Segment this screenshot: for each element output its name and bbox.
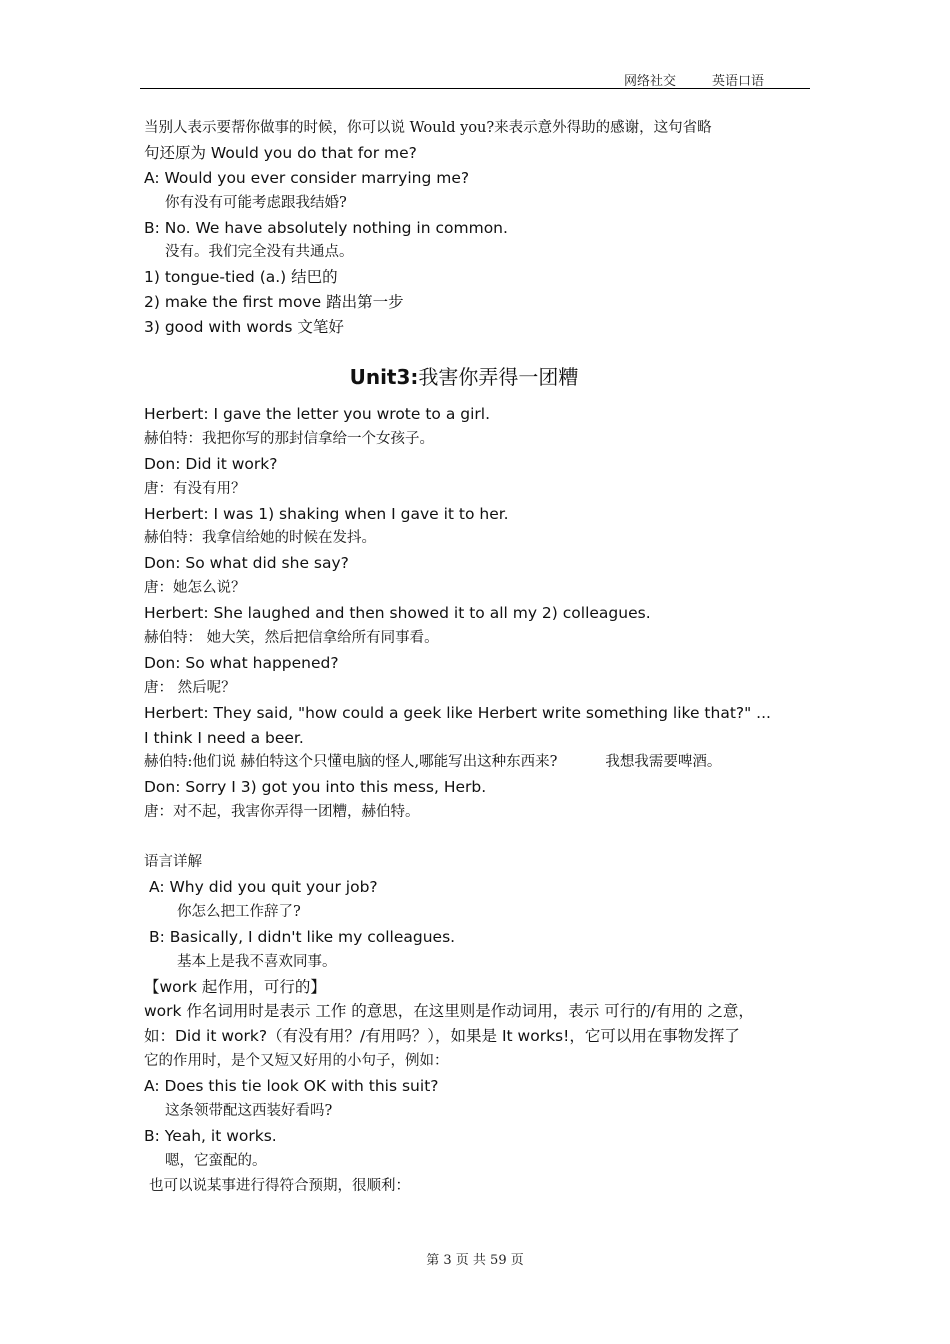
example-translation: 这条领带配这西装好看吗? <box>165 1102 333 1119</box>
vocab-item: 2) make the first move 踏出第一步 <box>144 293 404 312</box>
example-line: B: Basically, I didn't like my colleagues. <box>149 927 456 946</box>
dialogue-translation: 唐：对不起，我害你弄得一团糟，赫伯特。 <box>144 804 420 821</box>
header-left: 网络社交 <box>624 74 677 89</box>
intro-line: 你有没有可能考虑跟我结婚? <box>165 194 347 211</box>
dialogue-translation: 唐：有没有用？ <box>144 480 246 497</box>
example-line: A: Does this tie look OK with this suit? <box>144 1077 439 1096</box>
dialogue-line: Don: Did it work? <box>144 454 278 473</box>
header-right: 英语口语 <box>712 74 765 89</box>
example-translation: 基本上是我不喜欢同事。 <box>177 953 337 970</box>
explain-line: 如：Did it work?（有没有用？/有用吗？），如果是 It works!，它可以用在事物发挥了 <box>144 1027 740 1046</box>
dialogue-translation: 唐：她怎么说？ <box>144 580 246 597</box>
explain-line: 它的作用时，是个又短又好用的小句子，例如： <box>144 1053 449 1070</box>
unit-heading <box>104 352 824 402</box>
header-rule <box>140 88 810 89</box>
section-heading: 语言详解 <box>144 854 202 871</box>
dialogue-translation: 唐： 然后呢？ <box>144 679 236 696</box>
dialogue-line: Don: So what did she say? <box>144 554 349 573</box>
dialogue-line: Don: Sorry I 3) got you into this mess, Herb. <box>144 778 487 797</box>
page-header <box>624 70 764 89</box>
translation-part: 赫伯特:他们说 赫伯特这个只懂电脑的怪人,哪能写出这种东西来? <box>144 754 558 771</box>
explain-line: work 作名词用时是表示 工作 的意思，在这里则是作动词用，表示 可行的/有用的 之意， <box>144 1002 754 1021</box>
dialogue-translation: 赫伯特： 她大笑，然后把信拿给所有同事看。 <box>144 630 439 647</box>
vocab-item: 1) tongue-tied (a.) 结巴的 <box>144 268 338 287</box>
intro-line: 当别人表示要帮你做事的时候，你可以说 Would you?来表示意外得助的感谢，这句省略 <box>144 120 712 136</box>
dialogue-line: Herbert: They said, "how could a geek like Herbert write something like that?" ... <box>144 703 771 722</box>
intro-line: 句还原为 Would you do that for me? <box>144 143 417 162</box>
dialogue-translation <box>144 750 824 775</box>
intro-line: B: No. We have absolutely nothing in common. <box>144 218 508 237</box>
example-translation: 你怎么把工作辞了? <box>177 903 301 920</box>
intro-line: A: Would you ever consider marrying me? <box>144 168 470 187</box>
vocab-item: 3) good with words 文笔好 <box>144 318 344 337</box>
explain-line: 也可以说某事进行得符合预期，很顺利： <box>149 1177 410 1194</box>
example-line: A: Why did you quit your job? <box>149 877 378 896</box>
dialogue-translation: 赫伯特：我拿信给她的时候在发抖。 <box>144 530 376 547</box>
keyword-heading: 【work 起作用，可行的】 <box>144 977 326 996</box>
unit-label: Unit3: <box>349 365 419 390</box>
intro-line: 没有。我们完全没有共通点。 <box>165 244 354 261</box>
dialogue-line: Herbert: I gave the letter you wrote to a girl. <box>144 405 491 424</box>
dialogue-line: I think I need a beer. <box>144 728 304 747</box>
example-line: B: Yeah, it works. <box>144 1126 277 1145</box>
unit-title: 我害你弄得一团糟 <box>418 365 579 390</box>
example-translation: 嗯，它蛮配的。 <box>165 1152 267 1169</box>
dialogue-line: Herbert: She laughed and then showed it to all my 2) colleagues. <box>144 604 651 623</box>
dialogue-translation: 赫伯特：我把你写的那封信拿给一个女孩子。 <box>144 430 434 447</box>
dialogue-line: Herbert: I was 1) shaking when I gave it to her. <box>144 504 509 523</box>
dialogue-line: Don: So what happened? <box>144 653 339 672</box>
page-content <box>144 116 824 1199</box>
translation-part: 我想我需要啤酒。 <box>605 754 722 771</box>
page-footer: 第 3 页 共 59 页 <box>426 1253 524 1268</box>
